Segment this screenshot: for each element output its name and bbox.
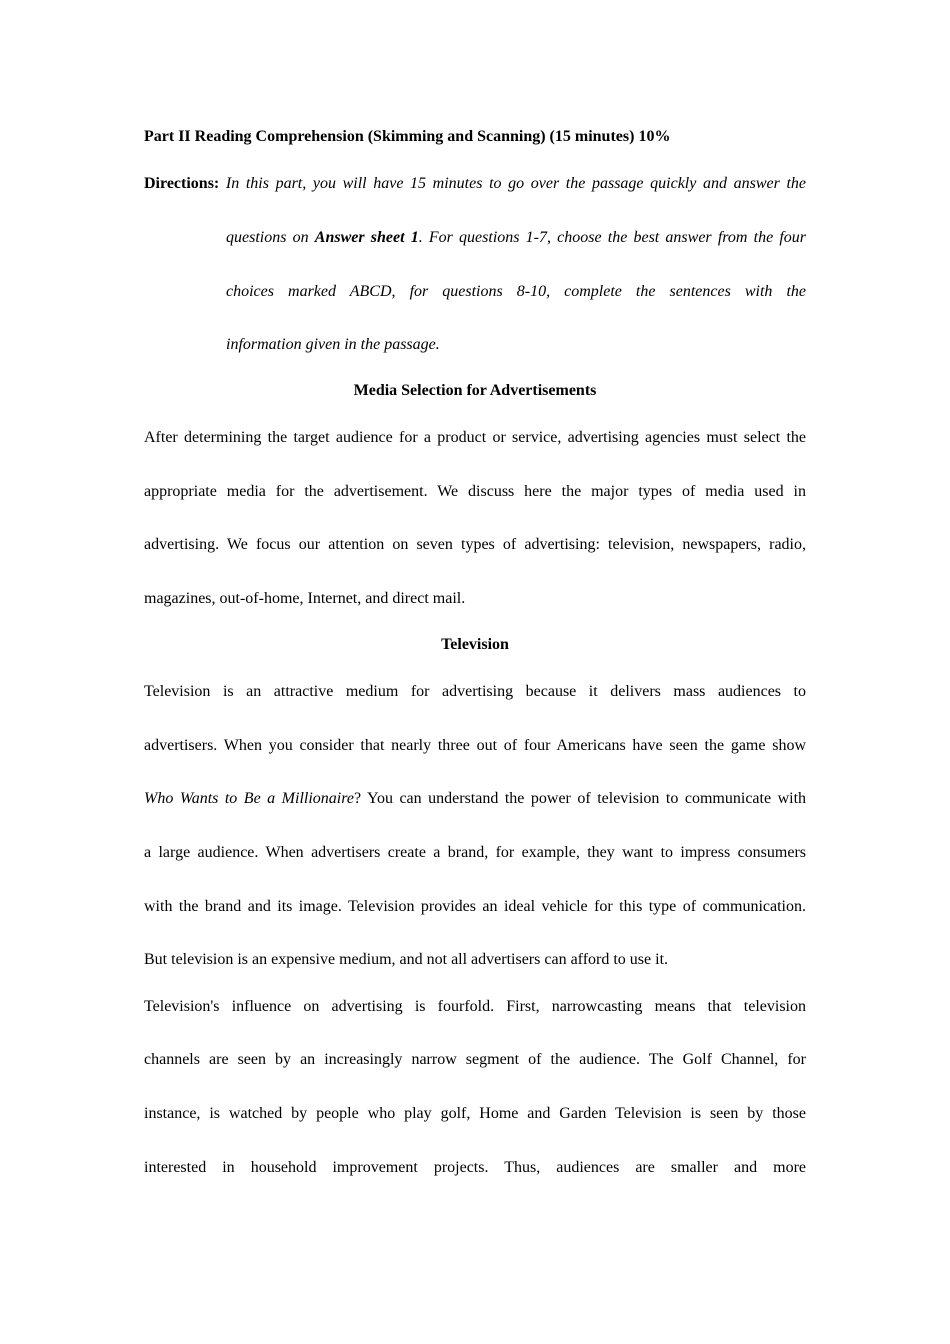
tv-para1-line-5: with the brand and its image. Television provides an ideal vehicle for this type of communication. bbox=[144, 898, 806, 915]
directions-text-2b: . For questions 1-7, choose the best answer from the four bbox=[418, 229, 807, 246]
directions-line-1 bbox=[144, 174, 806, 194]
directions-line-4: information given in the passage. bbox=[226, 336, 440, 353]
tv-para2-line-2: channels are seen by an increasingly narrow segment of the audience. The Golf Channel, for bbox=[144, 1051, 806, 1068]
tv-para1-line-1: Television is an attractive medium for advertising because it delivers mass audiences to bbox=[144, 683, 806, 700]
tv-para2-line-4: interested in household improvement projects. Thus, audiences are smaller and more bbox=[144, 1159, 806, 1176]
tv-para2-line-3: instance, is watched by people who play golf, Home and Garden Television is seen by those bbox=[144, 1105, 806, 1122]
show-title: Who Wants to Be a Millionaire bbox=[144, 790, 354, 807]
directions-label: Directions: bbox=[144, 175, 220, 192]
intro-line-2: appropriate media for the advertisement. We discuss here the major types of media used in bbox=[144, 483, 806, 500]
directions-text-1: In this part, you will have 15 minutes to go over the passage quickly and answer the bbox=[225, 175, 806, 192]
subsection-title: Television bbox=[441, 636, 509, 653]
intro-line-4: magazines, out-of-home, Internet, and direct mail. bbox=[144, 590, 466, 607]
answer-sheet-reference: Answer sheet 1 bbox=[314, 229, 419, 246]
section-heading: Part II Reading Comprehension (Skimming and Scanning) (15 minutes) 10% bbox=[144, 128, 671, 145]
passage-title: Media Selection for Advertisements bbox=[353, 382, 597, 399]
tv-para1-line-3-rest: ? You can understand the power of television to communicate with bbox=[353, 790, 807, 807]
directions-line-3: choices marked ABCD, for questions 8-10, complete the sentences with the bbox=[226, 283, 806, 300]
directions-line-2 bbox=[226, 228, 806, 248]
tv-para1-line-6: But television is an expensive medium, and not all advertisers can afford to use it. bbox=[144, 951, 669, 968]
tv-para1-line-4: a large audience. When advertisers create a brand, for example, they want to impress consumers bbox=[144, 844, 806, 861]
intro-line-1: After determining the target audience for a product or service, advertising agencies must select the bbox=[144, 429, 806, 446]
tv-para1-line-3 bbox=[144, 789, 806, 809]
directions-text-2a: questions on bbox=[226, 229, 315, 246]
tv-para1-line-2: advertisers. When you consider that nearly three out of four Americans have seen the game show bbox=[144, 737, 806, 754]
intro-line-3: advertising. We focus our attention on seven types of advertising: television, newspapers, radio, bbox=[144, 536, 806, 553]
tv-para2-line-1: Television's influence on advertising is fourfold. First, narrowcasting means that television bbox=[144, 998, 806, 1015]
